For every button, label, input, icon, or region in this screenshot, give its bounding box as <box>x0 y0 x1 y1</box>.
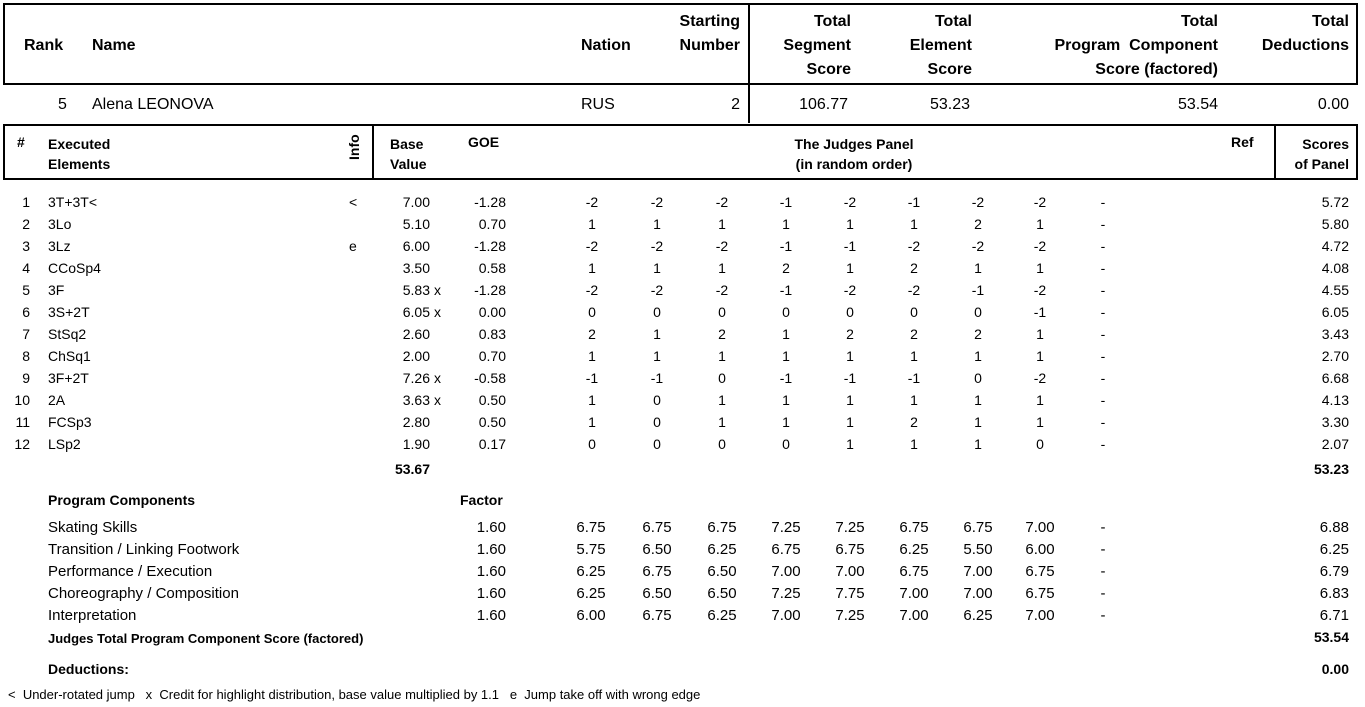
judge-score: -1 <box>585 370 599 386</box>
element-base-value: 6.00 <box>402 238 430 254</box>
component-panel-score: 6.83 <box>1319 585 1349 602</box>
judge-score: 2 <box>718 326 726 342</box>
judge-score: 0 <box>974 304 982 320</box>
judge-score: 7.25 <box>835 607 865 624</box>
executed-elements-header: Executed Elements <box>48 136 111 172</box>
base-value-total: 53.67 <box>394 461 430 477</box>
judge-score: 2 <box>782 260 790 276</box>
judge-score: -2 <box>650 194 664 210</box>
element-panel-score: 4.08 <box>1321 260 1349 276</box>
judge-score: 0 <box>846 304 854 320</box>
table-row <box>0 412 1365 434</box>
elements-score-total: 53.23 <box>1313 461 1349 477</box>
component-factor: 1.60 <box>476 541 506 558</box>
judge-score: 1 <box>782 326 790 342</box>
element-panel-score: 5.80 <box>1321 216 1349 232</box>
element-code: 3F <box>48 282 65 298</box>
element-panel-score: 4.72 <box>1321 238 1349 254</box>
element-goe: -1.28 <box>474 238 506 254</box>
component-name: Skating Skills <box>48 519 138 536</box>
judges-panel-header: The Judges Panel (in random order) <box>794 136 914 172</box>
judge-score: 6.25 <box>707 541 737 558</box>
judge-score: -1 <box>650 370 664 386</box>
judge-score: 0 <box>653 436 661 452</box>
element-panel-score: 4.13 <box>1321 392 1349 408</box>
element-panel-score: 3.43 <box>1321 326 1349 342</box>
element-goe: 0.50 <box>478 392 506 408</box>
judge-score: 7.00 <box>963 563 993 580</box>
judge-score: -1 <box>779 238 793 254</box>
judge-score: -2 <box>1033 282 1047 298</box>
judge-score: - <box>1100 541 1106 558</box>
table-row <box>0 368 1365 390</box>
judge-score: -1 <box>1033 304 1047 320</box>
total-deductions-header: Total Deductions <box>1261 13 1349 54</box>
element-code: CCoSp4 <box>48 260 101 276</box>
judge-score: 6.50 <box>642 585 672 602</box>
judge-score: -1 <box>971 282 985 298</box>
element-goe: -0.58 <box>474 370 506 386</box>
judge-score: 6.25 <box>576 563 606 580</box>
element-goe: 0.70 <box>478 348 506 364</box>
element-base-value: 5.83 <box>402 282 430 298</box>
table-row <box>0 214 1365 236</box>
component-factor: 1.60 <box>476 563 506 580</box>
judge-score: 0 <box>718 436 726 452</box>
info-header: Info <box>346 134 362 160</box>
judge-score: 6.75 <box>899 563 929 580</box>
judge-score: 1 <box>910 348 918 364</box>
judge-score: 0 <box>974 370 982 386</box>
judge-score: -2 <box>907 238 921 254</box>
skater-starting-number: 2 <box>731 96 740 113</box>
judge-score: 7.25 <box>835 519 865 536</box>
judge-score: -1 <box>779 370 793 386</box>
starting-number-header: Starting Number <box>679 13 740 54</box>
deductions-label: Deductions: <box>48 661 129 677</box>
judge-score: 0 <box>718 304 726 320</box>
judge-score: -1 <box>779 282 793 298</box>
judge-score: 1 <box>846 436 854 452</box>
component-panel-score: 6.71 <box>1319 607 1349 624</box>
judge-score: 7.00 <box>771 607 801 624</box>
element-number: 6 <box>22 304 30 320</box>
deductions-value: 0.00 <box>1321 661 1349 677</box>
judge-score: 1 <box>1036 348 1044 364</box>
table-row <box>0 324 1365 346</box>
table-row <box>0 258 1365 280</box>
judge-score: 6.50 <box>707 585 737 602</box>
table-row <box>0 192 1365 214</box>
judge-score: - <box>1100 348 1106 364</box>
judge-score: 1 <box>910 216 918 232</box>
judge-score: -2 <box>585 194 599 210</box>
judge-score: -2 <box>650 238 664 254</box>
judge-score: 1 <box>718 216 726 232</box>
judge-score: 0 <box>653 392 661 408</box>
judge-score: -1 <box>907 370 921 386</box>
judge-score: 1 <box>718 348 726 364</box>
table-row <box>0 280 1365 302</box>
judge-score: - <box>1100 282 1106 298</box>
judge-score: 1 <box>718 414 726 430</box>
element-number: 4 <box>22 260 30 276</box>
judge-score: 1 <box>974 436 982 452</box>
element-base-value: 7.26 <box>402 370 430 386</box>
judge-score: 2 <box>910 260 918 276</box>
element-code: 3F+2T <box>48 370 89 386</box>
skater-total-pcs: 53.54 <box>1177 96 1218 113</box>
judge-score: 7.25 <box>771 585 801 602</box>
judge-score: - <box>1100 392 1106 408</box>
element-code: ChSq1 <box>48 348 91 364</box>
total-segment-score-header: Total Segment Score <box>783 13 851 78</box>
elements-header-divider-2 <box>1274 124 1276 180</box>
judge-score: - <box>1100 414 1106 430</box>
goe-header: GOE <box>468 134 500 150</box>
judge-score: -2 <box>1033 370 1047 386</box>
judge-score: 5.50 <box>963 541 993 558</box>
judge-score: -2 <box>650 282 664 298</box>
element-number: 12 <box>14 436 30 452</box>
judge-score: -1 <box>907 194 921 210</box>
judge-score: 2 <box>974 216 982 232</box>
judge-score: 6.75 <box>963 519 993 536</box>
element-code: 3S+2T <box>48 304 90 320</box>
judge-score: 7.00 <box>1025 607 1055 624</box>
judge-score: 1 <box>846 348 854 364</box>
judge-score: -2 <box>715 238 729 254</box>
element-code: StSq2 <box>48 326 87 342</box>
table-row <box>0 390 1365 412</box>
judge-score: 7.00 <box>1025 519 1055 536</box>
judge-score: 1 <box>588 348 596 364</box>
nation-header: Nation <box>581 37 631 54</box>
judge-score: 1 <box>846 414 854 430</box>
list-item <box>0 583 1365 605</box>
judge-score: 1 <box>653 326 661 342</box>
element-x-flag: x <box>434 282 441 298</box>
judge-score: 6.75 <box>835 541 865 558</box>
judge-score: 1 <box>974 414 982 430</box>
judge-score: -2 <box>971 194 985 210</box>
judge-score: 1 <box>1036 392 1044 408</box>
judge-score: 1 <box>1036 414 1044 430</box>
judge-score: - <box>1100 563 1106 580</box>
element-info: < <box>349 194 358 210</box>
judge-score: 1 <box>910 392 918 408</box>
component-name: Choreography / Composition <box>48 585 239 602</box>
skater-total-element-score: 53.23 <box>929 96 970 113</box>
judge-score: - <box>1100 436 1106 452</box>
table-row <box>0 346 1365 368</box>
judge-score: - <box>1100 260 1106 276</box>
element-base-value: 1.90 <box>402 436 430 452</box>
element-panel-score: 2.70 <box>1321 348 1349 364</box>
judge-score: 2 <box>910 326 918 342</box>
judge-score: 1 <box>653 216 661 232</box>
element-number: 8 <box>22 348 30 364</box>
judge-score: -2 <box>585 282 599 298</box>
element-goe: 0.70 <box>478 216 506 232</box>
element-number: 3 <box>22 238 30 254</box>
element-panel-score: 6.68 <box>1321 370 1349 386</box>
judge-score: -2 <box>585 238 599 254</box>
judge-score: 7.00 <box>771 563 801 580</box>
judge-score: 6.25 <box>576 585 606 602</box>
ref-header: Ref <box>1231 134 1254 150</box>
judge-score: -2 <box>1033 194 1047 210</box>
program-components-title: Program Components <box>48 492 196 508</box>
rank-header: Rank <box>24 37 64 54</box>
element-x-flag: x <box>434 392 441 408</box>
judge-score: 6.75 <box>771 541 801 558</box>
judge-score: - <box>1100 194 1106 210</box>
element-code: LSp2 <box>48 436 81 452</box>
list-item <box>0 561 1365 583</box>
element-goe: 0.58 <box>478 260 506 276</box>
element-code: 3Lo <box>48 216 72 232</box>
judge-score: 6.00 <box>576 607 606 624</box>
judge-score: - <box>1100 585 1106 602</box>
judge-score: -2 <box>1033 238 1047 254</box>
skater-nation: RUS <box>581 96 615 113</box>
element-code: FCSp3 <box>48 414 92 430</box>
total-pcs-header: Total Program Component Score (factored) <box>1054 13 1218 78</box>
judge-score: 1 <box>782 414 790 430</box>
element-number: 1 <box>22 194 30 210</box>
table-row <box>0 236 1365 258</box>
table-row <box>0 434 1365 456</box>
list-item <box>0 539 1365 561</box>
judge-score: - <box>1100 607 1106 624</box>
element-panel-score: 6.05 <box>1321 304 1349 320</box>
list-item <box>0 517 1365 539</box>
judge-score: 0 <box>653 414 661 430</box>
judge-score: -2 <box>715 194 729 210</box>
element-base-value: 3.63 <box>402 392 430 408</box>
judge-score: - <box>1100 326 1106 342</box>
judge-score: -2 <box>843 194 857 210</box>
judge-score: 0 <box>1036 436 1044 452</box>
element-panel-score: 2.07 <box>1321 436 1349 452</box>
element-number: 9 <box>22 370 30 386</box>
element-x-flag: x <box>434 304 441 320</box>
judge-score: 1 <box>653 348 661 364</box>
element-code: 2A <box>48 392 66 408</box>
judge-score: 0 <box>782 304 790 320</box>
element-number: 10 <box>14 392 30 408</box>
element-base-value: 3.50 <box>402 260 430 276</box>
base-value-header: Base Value <box>390 136 427 172</box>
judge-score: 1 <box>846 216 854 232</box>
judge-score: 6.75 <box>899 519 929 536</box>
element-goe: 0.50 <box>478 414 506 430</box>
legend: < Under-rotated jump x Credit for highlight distribution, base value multiplied by 1.1 e Jump take off with wrong edge <box>8 687 701 702</box>
element-base-value: 2.80 <box>402 414 430 430</box>
judge-score: - <box>1100 238 1106 254</box>
judge-score: 0 <box>653 304 661 320</box>
component-factor: 1.60 <box>476 519 506 536</box>
judge-score: 0 <box>718 370 726 386</box>
judge-score: 0 <box>588 436 596 452</box>
judge-score: 1 <box>718 392 726 408</box>
judge-score: - <box>1100 304 1106 320</box>
component-name: Performance / Execution <box>48 563 213 580</box>
table-row <box>0 302 1365 324</box>
element-goe: -1.28 <box>474 194 506 210</box>
component-factor: 1.60 <box>476 607 506 624</box>
component-name: Interpretation <box>48 607 137 624</box>
judge-score: 1 <box>846 260 854 276</box>
total-element-score-header: Total Element Score <box>909 13 972 78</box>
elements-header-box <box>3 124 1358 180</box>
judge-score: 6.25 <box>963 607 993 624</box>
component-name: Transition / Linking Footwork <box>48 541 240 558</box>
judge-score: 6.50 <box>707 563 737 580</box>
element-goe: 0.00 <box>478 304 506 320</box>
judge-score: 1 <box>1036 216 1044 232</box>
element-number: 5 <box>22 282 30 298</box>
judge-score: 7.00 <box>899 585 929 602</box>
judge-score: -1 <box>779 194 793 210</box>
element-base-value: 5.10 <box>402 216 430 232</box>
judge-score: 2 <box>846 326 854 342</box>
pcs-total-value: 53.54 <box>1313 629 1349 645</box>
judge-score: 7.00 <box>835 563 865 580</box>
element-number: 11 <box>15 414 30 430</box>
component-panel-score: 6.79 <box>1319 563 1349 580</box>
judge-score: 6.75 <box>576 519 606 536</box>
element-goe: 0.83 <box>478 326 506 342</box>
skater-rank: 5 <box>58 96 67 113</box>
judge-score: 5.75 <box>576 541 606 558</box>
judge-score: 6.25 <box>899 541 929 558</box>
judge-score: 0 <box>910 304 918 320</box>
element-panel-score: 3.30 <box>1321 414 1349 430</box>
judge-score: 1 <box>588 392 596 408</box>
element-number: 2 <box>22 216 30 232</box>
judge-score: 1 <box>588 414 596 430</box>
element-number: 7 <box>22 326 30 342</box>
judge-score: 1 <box>846 392 854 408</box>
judge-score: - <box>1100 519 1106 536</box>
judge-score: 1 <box>588 216 596 232</box>
judge-score: 1 <box>1036 326 1044 342</box>
skater-total-deductions: 0.00 <box>1317 96 1349 113</box>
judge-score: 1 <box>974 392 982 408</box>
component-panel-score: 6.25 <box>1319 541 1349 558</box>
judge-score: 1 <box>974 260 982 276</box>
list-item <box>0 605 1365 627</box>
judge-score: 1 <box>782 348 790 364</box>
judge-score: 6.75 <box>1025 563 1055 580</box>
judge-score: 6.75 <box>642 607 672 624</box>
judge-score: - <box>1100 370 1106 386</box>
judge-score: 2 <box>910 414 918 430</box>
judge-score: 1 <box>782 216 790 232</box>
judge-score: -2 <box>843 282 857 298</box>
name-header: Name <box>92 37 136 54</box>
judge-score: 7.25 <box>771 519 801 536</box>
element-x-flag: x <box>434 370 441 386</box>
element-goe: 0.17 <box>478 436 506 452</box>
judge-score: - <box>1100 216 1106 232</box>
element-base-value: 2.00 <box>402 348 430 364</box>
judge-score: 2 <box>588 326 596 342</box>
element-panel-score: 4.55 <box>1321 282 1349 298</box>
judge-score: -2 <box>715 282 729 298</box>
element-base-value: 6.05 <box>402 304 430 320</box>
element-base-value: 2.60 <box>402 326 430 342</box>
factor-header: Factor <box>460 492 503 508</box>
judge-score: -2 <box>907 282 921 298</box>
judge-score: 7.75 <box>835 585 865 602</box>
num-header: # <box>17 134 25 150</box>
judge-score: 1 <box>974 348 982 364</box>
judge-score: 7.00 <box>899 607 929 624</box>
judge-score: -2 <box>971 238 985 254</box>
judge-score: 6.75 <box>1025 585 1055 602</box>
judge-score: 1 <box>653 260 661 276</box>
judge-score: 2 <box>974 326 982 342</box>
element-code: 3Lz <box>48 238 71 254</box>
judge-score: 6.25 <box>707 607 737 624</box>
element-base-value: 7.00 <box>402 194 430 210</box>
judge-score: 7.00 <box>963 585 993 602</box>
judge-score: 1 <box>1036 260 1044 276</box>
element-info: e <box>349 238 357 254</box>
judge-score: 1 <box>910 436 918 452</box>
judge-score: 6.50 <box>642 541 672 558</box>
elements-header-divider-1 <box>372 124 374 180</box>
judge-score: 6.00 <box>1025 541 1055 558</box>
pcs-total-label: Judges Total Program Component Score (factored) <box>48 631 364 646</box>
judge-score: 0 <box>782 436 790 452</box>
judge-score: 1 <box>718 260 726 276</box>
element-goe: -1.28 <box>474 282 506 298</box>
judge-score: 6.75 <box>642 519 672 536</box>
skater-name: Alena LEONOVA <box>92 96 214 113</box>
element-panel-score: 5.72 <box>1321 194 1349 210</box>
element-code: 3T+3T< <box>48 194 98 210</box>
judge-score: 6.75 <box>707 519 737 536</box>
judge-score: 0 <box>588 304 596 320</box>
component-factor: 1.60 <box>476 585 506 602</box>
judge-score: 6.75 <box>642 563 672 580</box>
judge-score: 1 <box>782 392 790 408</box>
component-panel-score: 6.88 <box>1319 519 1349 536</box>
judge-score: 1 <box>588 260 596 276</box>
judge-score: -1 <box>843 370 857 386</box>
scores-of-panel-header: Scores of Panel <box>1294 136 1349 172</box>
judge-score: -1 <box>843 238 857 254</box>
skater-total-segment-score: 106.77 <box>799 96 848 113</box>
